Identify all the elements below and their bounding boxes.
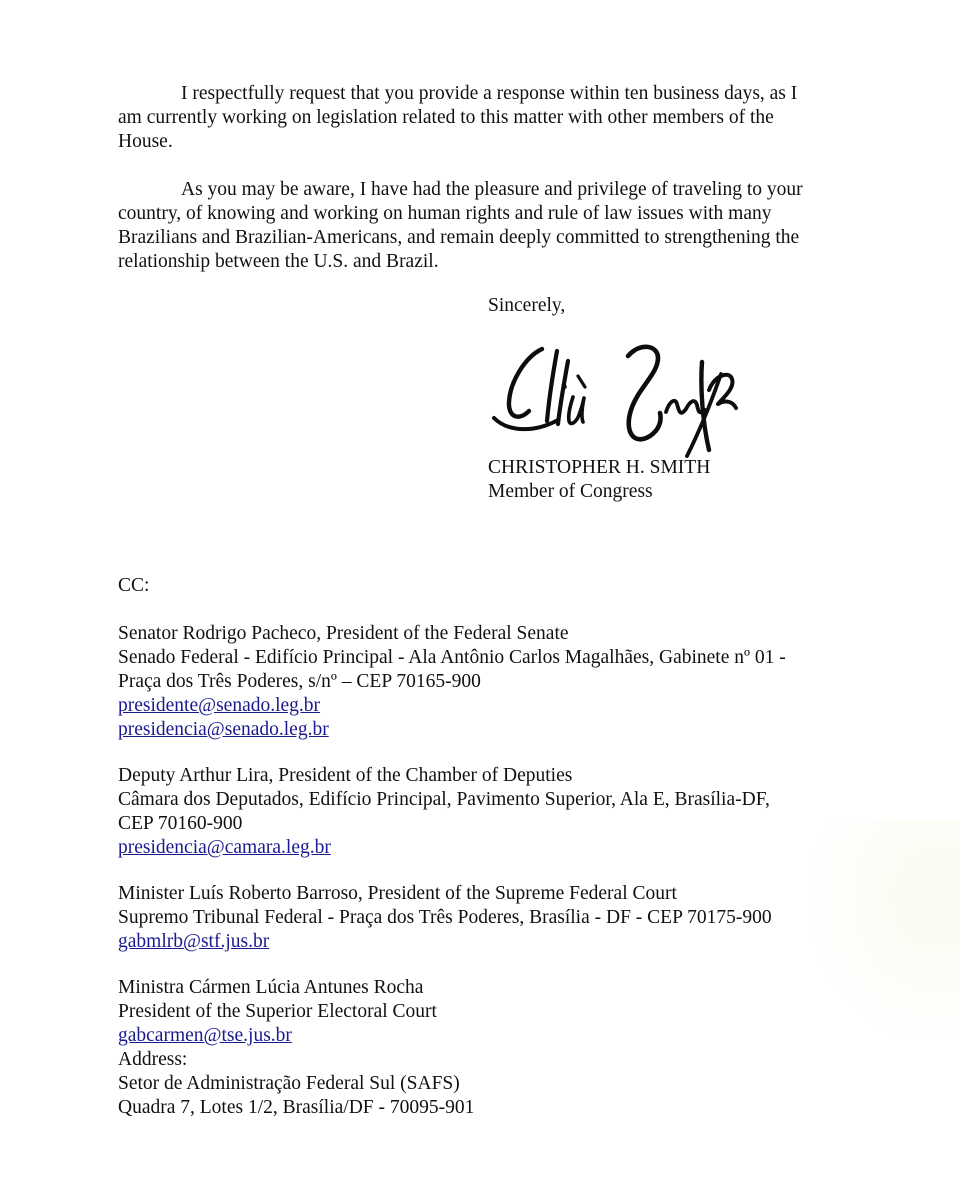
scan-artifact bbox=[810, 820, 960, 1040]
paragraph-line: am currently working on legislation related to this matter with other members of the bbox=[118, 107, 774, 128]
email-link-stf-gabmlrb[interactable]: gabmlrb@stf.jus.br bbox=[118, 931, 270, 952]
cc-block-electoral-court bbox=[118, 976, 474, 1120]
paragraph-line: I respectfully request that you provide a response within ten business days, as I bbox=[181, 83, 798, 104]
signer-name: CHRISTOPHER H. SMITH bbox=[488, 457, 711, 478]
closing-salutation: Sincerely, bbox=[488, 295, 566, 316]
paragraph-line: As you may be aware, I have had the pleasure and privilege of traveling to your bbox=[181, 179, 803, 200]
cc-label: CC: bbox=[118, 575, 150, 596]
cc-address-line: Address: bbox=[118, 1049, 188, 1070]
cc-line: Senator Rodrigo Pacheco, President of the Federal Senate bbox=[118, 623, 569, 644]
cc-block-chamber bbox=[118, 764, 770, 860]
cc-block-senate bbox=[118, 622, 786, 742]
email-link-tse-gabcarmen[interactable]: gabcarmen@tse.jus.br bbox=[118, 1025, 292, 1046]
email-link-senado-presidencia[interactable]: presidencia@senado.leg.br bbox=[118, 719, 329, 740]
cc-line: Senado Federal - Edifício Principal - Ala Antônio Carlos Magalhães, Gabinete nº 01 - bbox=[118, 647, 786, 668]
cc-block-supreme-court bbox=[118, 882, 772, 954]
cc-line: Supremo Tribunal Federal - Praça dos Três Poderes, Brasília - DF - CEP 70175-900 bbox=[118, 907, 772, 928]
handwritten-signature-icon bbox=[478, 332, 740, 462]
email-link-camara-presidencia[interactable]: presidencia@camara.leg.br bbox=[118, 837, 331, 858]
email-link-senado-presidente[interactable]: presidente@senado.leg.br bbox=[118, 695, 321, 716]
cc-line: Deputy Arthur Lira, President of the Chamber of Deputies bbox=[118, 765, 573, 786]
paragraph-brazil-relationship bbox=[118, 178, 803, 274]
cc-line: Praça dos Três Poderes, s/nº – CEP 70165-900 bbox=[118, 671, 481, 692]
cc-line: CEP 70160-900 bbox=[118, 813, 243, 834]
paragraph-line: Brazilians and Brazilian-Americans, and remain deeply committed to strengthening the bbox=[118, 227, 800, 248]
cc-address-line: Quadra 7, Lotes 1/2, Brasília/DF - 70095-901 bbox=[118, 1097, 475, 1118]
paragraph-line: House. bbox=[118, 131, 173, 152]
cc-address-line: Setor de Administração Federal Sul (SAFS) bbox=[118, 1073, 460, 1094]
cc-line: Ministra Cármen Lúcia Antunes Rocha bbox=[118, 977, 424, 998]
paragraph-line: relationship between the U.S. and Brazil. bbox=[118, 251, 439, 272]
signature bbox=[478, 332, 740, 462]
cc-line: President of the Superior Electoral Court bbox=[118, 1001, 437, 1022]
paragraph-request-response bbox=[118, 82, 797, 154]
paragraph-line: country, of knowing and working on human rights and rule of law issues with many bbox=[118, 203, 772, 224]
signer-title: Member of Congress bbox=[488, 481, 653, 502]
cc-line: Câmara dos Deputados, Edifício Principal, Pavimento Superior, Ala E, Brasília-DF, bbox=[118, 789, 770, 810]
cc-line: Minister Luís Roberto Barroso, President of the Supreme Federal Court bbox=[118, 883, 677, 904]
